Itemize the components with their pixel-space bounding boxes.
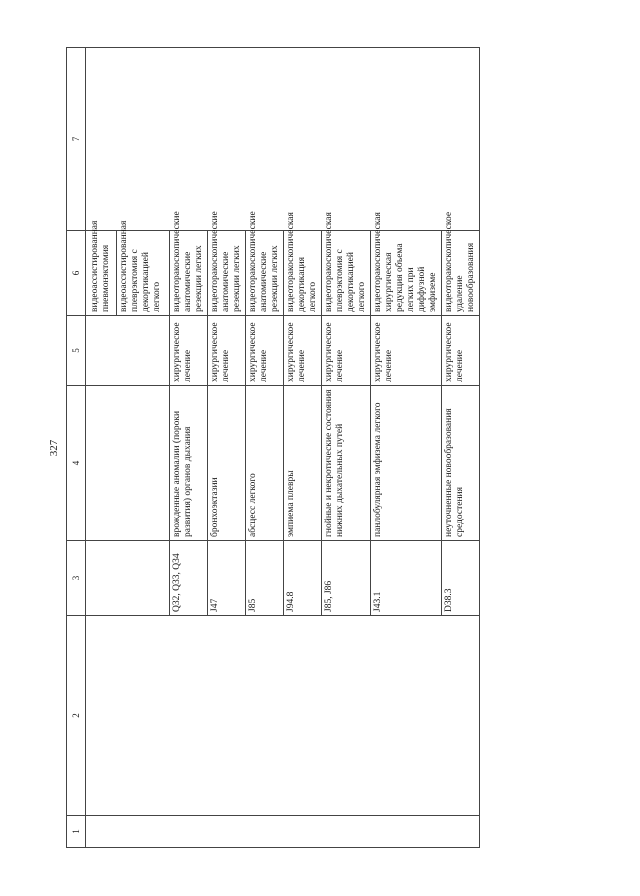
method-cell: видеоторакоскопическая плеврэктомия с декортикацией легкого <box>322 231 371 316</box>
treatment-cell: хирургическое лечение <box>170 316 208 386</box>
condition-cell: гнойные и некротические состояния нижних дыхательных путей <box>322 386 371 541</box>
table-cell <box>86 816 480 848</box>
medical-procedures-table <box>66 47 480 848</box>
column-header: 5 <box>67 316 86 386</box>
column-header: 6 <box>67 231 86 316</box>
table-cell <box>86 386 170 541</box>
table-cell <box>86 616 480 816</box>
codes-cell: J85, J86 <box>322 541 371 616</box>
method-cell: видеоторакоскопические анатомические резекции легких <box>208 231 246 316</box>
condition-cell: бронхоэктазии <box>208 386 246 541</box>
rotated-table-frame <box>66 48 532 848</box>
table-cell <box>86 48 480 231</box>
condition-cell: неуточненные новообразования средостения <box>442 386 480 541</box>
treatment-cell: хирургическое лечение <box>371 316 442 386</box>
codes-cell: J47 <box>208 541 246 616</box>
condition-cell: абсцесс легкого <box>246 386 284 541</box>
codes-cell: J85 <box>246 541 284 616</box>
condition-cell: врожденные аномалии (пороки развития) органов дыхания <box>170 386 208 541</box>
treatment-cell: хирургическое лечение <box>208 316 246 386</box>
condition-cell: панлобулярная эмфизема легкого <box>371 386 442 541</box>
method-cell: видеоторакоскопическая декортикация легкого <box>284 231 322 316</box>
codes-cell: J94.8 <box>284 541 322 616</box>
treatment-cell: хирургическое лечение <box>246 316 284 386</box>
page-number: 327 <box>48 439 60 457</box>
table-cell <box>86 316 170 386</box>
table-row <box>86 48 170 848</box>
codes-cell: Q32, Q33, Q34 <box>170 541 208 616</box>
codes-cell: D38.3 <box>442 541 480 616</box>
column-header: 2 <box>67 616 86 816</box>
column-header: 7 <box>67 48 86 231</box>
method-cell: видеоторакоскопическая хирургическая редукция объема легких при диффузной эмфиземе <box>371 231 442 316</box>
method-text: видеоассистированная плеврэктомия с декортикацией легкого <box>119 220 162 312</box>
column-header: 3 <box>67 541 86 616</box>
method-text: видеоассистированная пневмонэктомия <box>88 231 117 315</box>
method-cell: видеоторакоскопическое удаление новообразования <box>442 231 480 316</box>
condition-cell: эмпиема плевры <box>284 386 322 541</box>
method-cell <box>86 220 170 316</box>
column-header: 1 <box>67 816 86 848</box>
treatment-cell: хирургическое лечение <box>284 316 322 386</box>
method-cell: видеоторакоскопические анатомические резекции легких <box>170 231 208 316</box>
treatment-cell: хирургическое лечение <box>322 316 371 386</box>
table-cell <box>86 541 170 616</box>
treatment-cell: хирургическое лечение <box>442 316 480 386</box>
method-cell: видеоторакоскопические анатомические резекции легких <box>246 231 284 316</box>
codes-cell: J43.1 <box>371 541 442 616</box>
column-header: 4 <box>67 386 86 541</box>
header-row <box>67 48 86 848</box>
